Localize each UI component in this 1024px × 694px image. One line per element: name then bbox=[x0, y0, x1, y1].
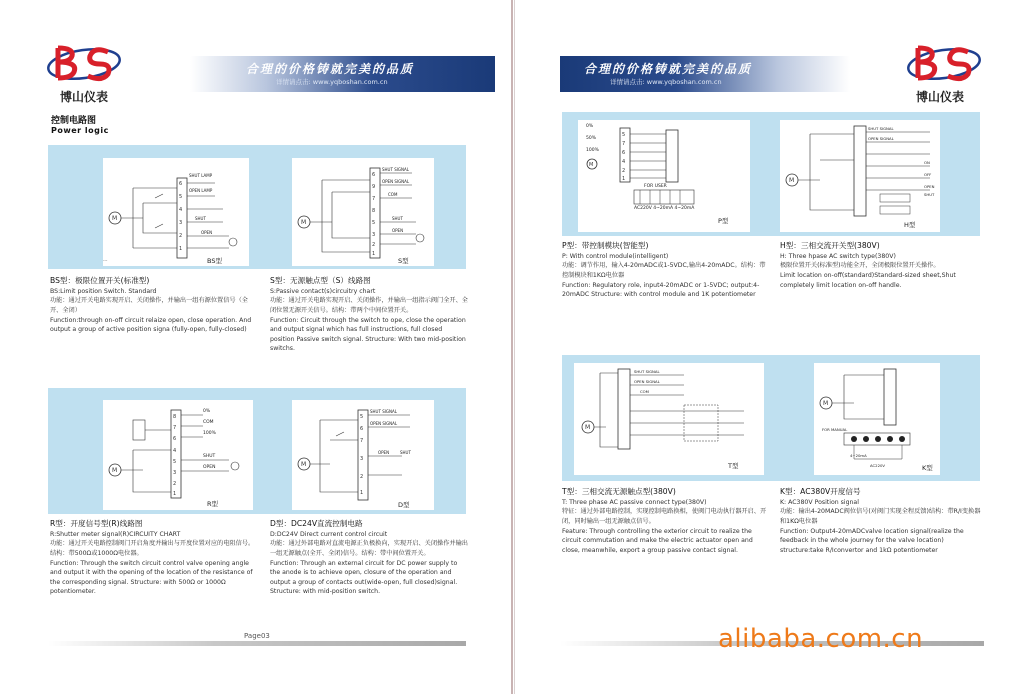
h-en-title: H: Three hpase AC switch type(380V) bbox=[780, 252, 896, 260]
svg-text:---: --- bbox=[103, 258, 108, 263]
svg-text:2: 2 bbox=[360, 474, 364, 480]
k-title: K型：AC380V开度信号 bbox=[780, 487, 861, 496]
h-label-off: OFF bbox=[924, 172, 932, 177]
svg-text:5: 5 bbox=[372, 220, 376, 226]
r-en-desc: Function: Through the switch circuit control valve opening angle and output it with the opening of the location of the resistance of the corresponding signal. Structure: with 500Ω or 1000Ω potentiometer. bbox=[50, 559, 253, 596]
t-circuit-drawing bbox=[574, 363, 764, 475]
s-label-shut: SHUT bbox=[392, 216, 403, 221]
bs-type-label: BS型 bbox=[207, 257, 222, 265]
d-label-open-signal: OPEN SIGNAL bbox=[370, 421, 398, 426]
svg-text:3: 3 bbox=[179, 220, 183, 226]
k-en-title: K: AC380V Position signal bbox=[780, 498, 859, 506]
t-type-label: T型 bbox=[728, 462, 739, 470]
svg-text:5: 5 bbox=[173, 459, 177, 465]
diagram-band-top bbox=[48, 145, 466, 269]
diagram-band-bottom-right bbox=[562, 355, 980, 481]
h-description bbox=[780, 240, 984, 290]
page-fold bbox=[511, 0, 513, 694]
s-en-desc: Function: Circuit through the switch to ope, close the operation and output signal which has full instructions, full closed position Passive switch signal. Structure: With two mid-position switchs. bbox=[270, 316, 466, 353]
bs-en-desc: Function:through on-off circuit relaize open, close operation. And output a group of active position signa (fully-open, fully-closed) bbox=[50, 316, 252, 334]
svg-text:7: 7 bbox=[372, 196, 376, 202]
brand-name: 博山仪表 bbox=[60, 90, 109, 104]
svg-text:5: 5 bbox=[360, 414, 364, 420]
t-wiring-diagram bbox=[574, 363, 764, 475]
p-en-desc: Function: Regulatory role, input4-20mADC or 1-5VDC; output:4-20mADC Structure: with control module and 1K potentiometer bbox=[562, 281, 760, 299]
svg-text:M: M bbox=[585, 424, 591, 431]
brand-logo-right bbox=[904, 42, 994, 112]
d-en-desc: Function: Through an external circuit for DC power supply to the anode is to achieve open, closure of the operation and output a group of contacts out(wide-open, full closed)signal. Structure: with mid-position switch. bbox=[270, 559, 458, 596]
bs-cn-desc: 功能：通过开关电路实现开启、关闭操作，并输出一组有源位置信号（全开、全闭） bbox=[50, 297, 248, 314]
r-label-0pct: 0% bbox=[203, 409, 211, 414]
svg-text:5: 5 bbox=[179, 194, 183, 200]
page-number: Page03 bbox=[244, 632, 270, 640]
svg-text:1: 1 bbox=[179, 246, 183, 252]
k-label-for-manual: FOR MANUAL bbox=[822, 427, 848, 432]
r-title: R型：开度信号型(R)线路图 bbox=[50, 519, 143, 528]
brand-name-right: 博山仪表 bbox=[916, 90, 965, 104]
svg-text:M: M bbox=[112, 467, 118, 474]
svg-text:2: 2 bbox=[372, 242, 376, 248]
k-description bbox=[780, 486, 984, 555]
d-type-label: D型 bbox=[398, 501, 410, 509]
r-label-com: COM bbox=[203, 420, 214, 425]
s-label-open: OPEN bbox=[392, 228, 404, 233]
header-slogan-right: 合理的价格铸就完美的品质 bbox=[584, 62, 753, 76]
d-circuit-drawing bbox=[292, 400, 434, 510]
h-label-shut: SHUT bbox=[924, 192, 935, 197]
t-label-shut-signal: SHUT SIGNAL bbox=[634, 369, 660, 374]
svg-text:M: M bbox=[589, 162, 594, 168]
p-wiring-diagram bbox=[578, 120, 750, 232]
d-en-title: D:DC24V Direct current control circuit bbox=[270, 530, 388, 538]
d-label-open: OPEN bbox=[378, 450, 390, 455]
p-label-signals: AC220V 4~20mA 4~20mA bbox=[634, 206, 695, 211]
bs-label-open: OPEN bbox=[201, 230, 213, 235]
h-label-open-signal: OPEN SIGNAL bbox=[868, 136, 894, 141]
svg-text:2: 2 bbox=[622, 168, 626, 174]
t-description bbox=[562, 486, 768, 555]
r-label-100pct: 100% bbox=[203, 431, 216, 436]
svg-text:6: 6 bbox=[179, 181, 183, 187]
s-label-shut-signal: SHUT SIGNAL bbox=[382, 167, 409, 172]
d-cn-desc: 功能：通过外部电路对直流电源正负极换向，实现开启、关闭操作并输出一组无源触点(全开、全闭)信号。结构：带中间位置开关。 bbox=[270, 540, 468, 557]
bs-title: BS型：极限位置开关(标准型) bbox=[50, 276, 150, 285]
r-label-open: OPEN bbox=[203, 465, 216, 470]
svg-text:M: M bbox=[112, 215, 118, 222]
svg-text:1: 1 bbox=[360, 490, 364, 496]
r-description bbox=[50, 518, 260, 597]
t-label-com: COM bbox=[640, 389, 649, 394]
p-cn-desc: 功能：调节作用，输入4-20mADC或1-5VDC,输出4-20mADC。结构：带控制模块和1KΩ电位器 bbox=[562, 262, 766, 279]
k-label-4-20ma: 4~20mA bbox=[850, 453, 867, 458]
t-label-open-signal: OPEN SIGNAL bbox=[634, 379, 660, 384]
svg-text:M: M bbox=[789, 177, 795, 184]
header-banner bbox=[190, 56, 495, 92]
h-type-label: H型 bbox=[904, 221, 916, 229]
s-label-com: COM bbox=[388, 192, 398, 197]
p-label-100pct: 100% bbox=[586, 148, 599, 153]
r-wiring-diagram bbox=[103, 400, 253, 510]
page-fold-shadow bbox=[514, 0, 515, 694]
svg-text:8: 8 bbox=[372, 208, 376, 214]
p-type-label: P型 bbox=[718, 217, 729, 225]
svg-text:1: 1 bbox=[622, 176, 626, 182]
svg-text:4: 4 bbox=[622, 159, 626, 165]
r-circuit-drawing bbox=[103, 400, 253, 510]
h-label-on: ON bbox=[924, 160, 930, 165]
svg-text:6: 6 bbox=[173, 436, 177, 442]
s-wiring-diagram bbox=[292, 158, 434, 266]
p-description bbox=[562, 240, 768, 300]
s-cn-desc: 功能：通过开关电路实现开启、关闭操作，并输出一组指示阀门全开、全闭位置无源开关信号。结构：带两个中间位置开关。 bbox=[270, 297, 468, 314]
bs-wiring-diagram bbox=[103, 158, 249, 266]
h-wiring-diagram bbox=[780, 120, 940, 232]
r-label-shut: SHUT bbox=[203, 454, 216, 459]
alibaba-watermark: alibaba.com.cn bbox=[718, 624, 924, 654]
p-en-title: P: With control module(intelligent) bbox=[562, 252, 669, 260]
t-title: T型：三相交流无源触点型(380V) bbox=[562, 487, 676, 496]
d-label-shut-signal: SHUT SIGNAL bbox=[370, 409, 397, 414]
header-url-right: 详情请点击: www.yqboshan.com.cn bbox=[610, 78, 722, 86]
svg-text:3: 3 bbox=[360, 456, 364, 462]
h-circuit-drawing bbox=[780, 120, 940, 232]
right-page bbox=[516, 0, 1024, 694]
k-type-label: K型 bbox=[922, 464, 933, 472]
h-cn-desc: 极限位置开关(标准型)功能全开，全闭极限位置开关操作。 bbox=[780, 262, 940, 270]
svg-text:1: 1 bbox=[372, 251, 376, 257]
r-type-label: R型 bbox=[207, 500, 219, 508]
h-title: H型：三相交流开关型(380V) bbox=[780, 241, 880, 250]
k-circuit-drawing bbox=[814, 363, 940, 475]
k-label-ac220v: AC220V bbox=[870, 463, 886, 468]
svg-text:2: 2 bbox=[173, 481, 177, 487]
header-url: 详情请点击: www.yqboshan.com.cn bbox=[276, 78, 388, 86]
header-slogan: 合理的价格铸就完美的品质 bbox=[246, 62, 415, 76]
p-label-50pct: 50% bbox=[586, 136, 597, 141]
t-cn-desc: 特征：通过外部电路控制，实现控制电路换相，使阀门电动执行器开启、开闭，同时输出一组无源触点信号。 bbox=[562, 508, 767, 525]
d-description bbox=[270, 518, 468, 597]
svg-text:M: M bbox=[301, 461, 307, 468]
svg-text:3: 3 bbox=[173, 470, 177, 476]
s-label-open-signal: OPEN SIGNAL bbox=[382, 179, 410, 184]
svg-text:M: M bbox=[823, 400, 829, 407]
svg-text:1: 1 bbox=[173, 491, 177, 497]
r-en-title: R:Shutter meter signal(R)CIRCUITY CHART bbox=[50, 530, 181, 538]
p-title: P型：带控制模块(智能型) bbox=[562, 241, 649, 250]
bs-description bbox=[50, 275, 260, 335]
diagram-band-top-right bbox=[562, 112, 980, 236]
p-label-for-user: FOR USER bbox=[644, 184, 667, 189]
section-subtitle: Power logic bbox=[51, 126, 109, 135]
t-en-title: T: Three phase AC passive connect type(380V) bbox=[562, 498, 707, 506]
header-banner-right bbox=[560, 56, 850, 92]
brand-logo bbox=[44, 42, 134, 112]
bs-logo-icon bbox=[44, 42, 124, 84]
s-type-label: S型 bbox=[398, 257, 409, 265]
h-label-open: OPEN bbox=[924, 184, 935, 189]
d-label-shut: SHUT bbox=[400, 450, 411, 455]
bs-en-title: BS:Limit position Switch. Standard bbox=[50, 287, 157, 295]
s-description bbox=[270, 275, 468, 354]
h-en-desc: Limit location on-off(standard)Standard-sized sheet,Shut completely limit location on-off handle. bbox=[780, 271, 956, 289]
diagram-band-bottom bbox=[48, 388, 466, 514]
s-title: S型：无源触点型（S）线路图 bbox=[270, 276, 371, 285]
bs-label-shut-lamp: SHUT LAMP bbox=[189, 173, 213, 178]
r-cn-desc: 功能：通过开关电路控制阀门开启角度并输出与开度位置对应的电阻信号。结构：带500Ω或1000Ω电位器。 bbox=[50, 540, 255, 557]
svg-text:9: 9 bbox=[372, 184, 376, 190]
svg-text:7: 7 bbox=[360, 438, 364, 444]
bs-circuit-drawing bbox=[103, 158, 249, 266]
section-title: 控制电路图 bbox=[51, 116, 97, 126]
svg-text:6: 6 bbox=[372, 172, 376, 178]
d-wiring-diagram bbox=[292, 400, 434, 510]
s-circuit-drawing bbox=[292, 158, 434, 266]
svg-text:4: 4 bbox=[173, 448, 177, 454]
bs-label-shut: SHUT bbox=[195, 216, 206, 221]
t-en-desc: Feature: Through controlling the exterior circuit to realize the circuit commutation and make the electric actuator open and close, meanwhile, export a group passive contact signal. bbox=[562, 527, 753, 554]
k-en-desc: Function: Output4-20mADCvalve location signal(realize the feedback in the whole journey for the valve location) structure:take R/Iconvertor and 1kΩ potentiometer bbox=[780, 527, 964, 554]
k-cn-desc: 功能：输出4-20MADC阀位信号(对阀门实现全程反馈)结构：带R/I变换器和1KΩ电位器 bbox=[780, 508, 981, 525]
svg-text:5: 5 bbox=[622, 132, 626, 138]
svg-text:4: 4 bbox=[179, 207, 183, 213]
svg-text:3: 3 bbox=[372, 232, 376, 238]
svg-text:7: 7 bbox=[622, 141, 626, 147]
s-en-title: S:Passive contact(s)circuitry chart bbox=[270, 287, 376, 295]
left-footer-bar bbox=[48, 641, 466, 646]
svg-text:8: 8 bbox=[173, 414, 177, 420]
h-label-shut-signal: SHUT SIGNAL bbox=[868, 126, 894, 131]
svg-text:7: 7 bbox=[173, 425, 177, 431]
p-label-0pct: 0% bbox=[586, 124, 594, 129]
bs-label-open-lamp: OPEN LAMP bbox=[189, 188, 213, 193]
svg-text:6: 6 bbox=[622, 150, 626, 156]
bs-logo-icon bbox=[904, 42, 984, 84]
svg-text:6: 6 bbox=[360, 426, 364, 432]
k-wiring-diagram bbox=[814, 363, 940, 475]
svg-text:2: 2 bbox=[179, 233, 183, 239]
svg-text:M: M bbox=[301, 219, 307, 226]
d-title: D型：DC24V直流控制电路 bbox=[270, 519, 363, 528]
